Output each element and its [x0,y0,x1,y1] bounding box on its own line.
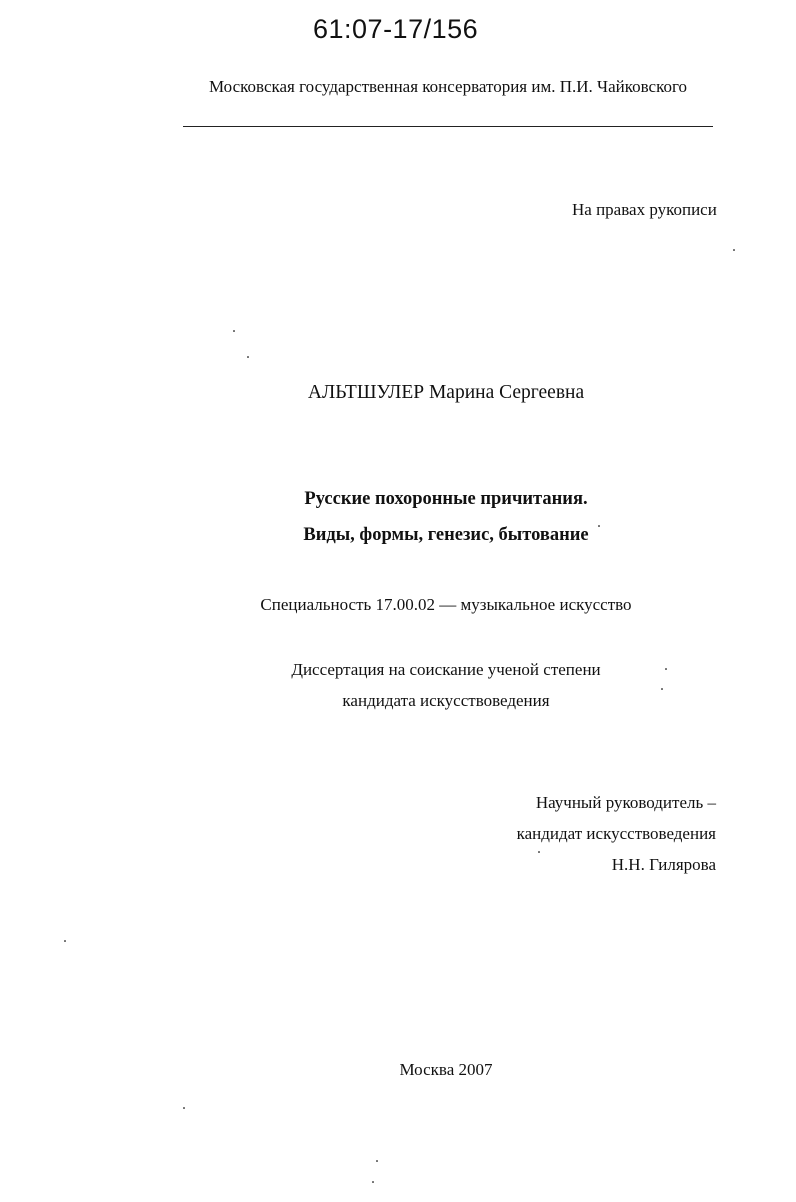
scan-speck [598,525,600,527]
scan-speck [64,940,66,942]
supervisor-name: Н.Н. Гилярова [611,855,716,874]
supervisor-role: Научный руководитель – [535,793,716,812]
scan-speck [247,356,249,358]
specialty-line: Специальность 17.00.02 — музыкальное искусство [260,595,632,614]
scan-speck [233,330,235,332]
supervisor-degree: кандидат искусствоведения [516,824,716,843]
dissertation-degree-line-2: кандидата искусствоведения [342,691,550,710]
scan-speck [183,1107,185,1109]
scan-speck [372,1181,374,1183]
archive-stamp-code: 61:07-17/156 [313,14,479,44]
institution-name: Московская государственная консерватория им. П.И. Чайковского [208,77,688,96]
dissertation-degree-line-1: Диссертация на соискание ученой степени [291,660,601,679]
thesis-title-line-2: Виды, формы, генезис, бытование [303,525,589,545]
author-name: АЛЬТШУЛЕР Марина Сергеевна [307,382,585,403]
scan-speck [733,249,735,251]
scan-speck [665,668,667,670]
manuscript-rights-note: На правах рукописи [572,200,717,219]
city-year: Москва 2007 [399,1060,493,1079]
thesis-title-line-1: Русские похоронные причитания. [304,489,588,509]
header-divider [183,126,713,127]
scan-speck [376,1160,378,1162]
scan-speck [538,851,540,853]
scan-speck [661,688,663,690]
